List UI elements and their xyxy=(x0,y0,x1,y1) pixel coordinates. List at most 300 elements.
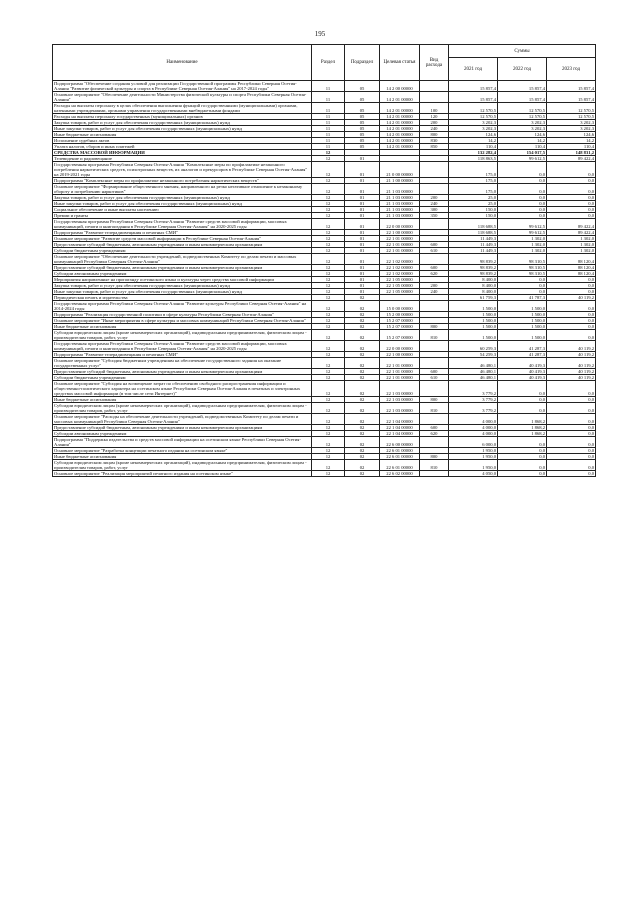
row-name-cell: Подпрограмма "Реализация государственной политики в сфере культуры Республики Северная Осетия-Алания" xyxy=(53,312,312,318)
row-razdel-cell: 12 xyxy=(312,369,345,375)
row-target-article-cell: 22 6 02 00000 xyxy=(380,471,420,477)
row-sum-2021-cell: 3 779,2 xyxy=(449,381,498,397)
row-sum-2023-cell: 0,0 xyxy=(547,195,596,201)
row-target-article-cell: 14 2 01 00000 xyxy=(380,92,420,103)
row-razdel-cell: 11 xyxy=(312,144,345,150)
row-name-cell: Основное мероприятие "Обеспечение деятельности Министерства физической культуры и спорта Республики Северная Осетия-Алания" xyxy=(53,92,312,103)
row-target-article-cell: 22 6 00 00000 xyxy=(380,437,420,448)
row-sum-2022-cell: 0,0 xyxy=(498,178,547,184)
row-target-article-cell: 22 1 01 00000 xyxy=(380,248,420,254)
row-target-article-cell: 14 2 01 00000 xyxy=(380,114,420,120)
row-sum-2022-cell: 99 612,5 xyxy=(498,156,547,162)
table-row xyxy=(53,414,596,425)
row-expense-type-cell xyxy=(420,414,449,425)
row-sum-2023-cell: 14,2 xyxy=(547,138,596,144)
row-razdel-cell: 12 xyxy=(312,375,345,381)
row-razdel-cell: 11 xyxy=(312,126,345,132)
row-sum-2023-cell: 0,0 xyxy=(547,289,596,295)
row-sum-2023-cell: 148 831,2 xyxy=(547,150,596,156)
row-razdel-cell: 12 xyxy=(312,236,345,242)
row-razdel-cell: 12 xyxy=(312,431,345,437)
row-name-cell: Предоставление субсидий бюджетным, автономным учреждениям и иным некоммерческим организациям xyxy=(53,242,312,248)
row-sum-2022-cell: 40 419,3 xyxy=(498,369,547,375)
row-expense-type-cell: 200 xyxy=(420,195,449,201)
row-sum-2023-cell: 88 120,4 xyxy=(547,271,596,277)
row-razdel-cell: 12 xyxy=(312,312,345,318)
row-razdel-cell: 11 xyxy=(312,138,345,144)
row-razdel-cell: 12 xyxy=(312,201,345,207)
row-sum-2021-cell: 54 259,3 xyxy=(449,352,498,358)
row-sum-2021-cell: 14,2 xyxy=(449,138,498,144)
row-target-article-cell: 22 6 01 00000 xyxy=(380,460,420,471)
row-razdel-cell: 12 xyxy=(312,213,345,219)
row-sum-2023-cell: 0,0 xyxy=(547,184,596,195)
row-expense-type-cell xyxy=(420,184,449,195)
row-sum-2021-cell: 60 259,3 xyxy=(449,341,498,352)
row-name-cell: Основное мероприятие "Реализация мероприятий печатного издания на осетинском языке" xyxy=(53,471,312,477)
row-sum-2021-cell: 1 500,0 xyxy=(449,301,498,312)
row-target-article-cell: 14 2 01 00000 xyxy=(380,120,420,126)
table-row xyxy=(53,254,596,265)
table-row xyxy=(53,471,596,477)
row-sum-2023-cell: 0,0 xyxy=(547,213,596,219)
row-expense-type-cell xyxy=(420,219,449,230)
row-sum-2021-cell: 124,6 xyxy=(449,132,498,138)
row-razdel-cell: 12 xyxy=(312,341,345,352)
row-sum-2022-cell: 0,0 xyxy=(498,277,547,283)
row-target-article-cell: 22 0 00 00000 xyxy=(380,341,420,352)
row-expense-type-cell xyxy=(420,81,449,92)
row-sum-2023-cell: 89 422,4 xyxy=(547,230,596,236)
row-podrazdel-cell: 01 xyxy=(345,277,380,283)
row-sum-2021-cell: 1 950,0 xyxy=(449,448,498,454)
row-name-cell: Основное мероприятие "Развитие средств массовой информации в Республике Северная Осетия-Алания" xyxy=(53,236,312,242)
row-target-article-cell: 14 2 01 00000 xyxy=(380,144,420,150)
row-razdel-cell: 12 xyxy=(312,271,345,277)
row-target-article-cell: 21 1 03 00000 xyxy=(380,207,420,213)
row-sum-2023-cell: 0,0 xyxy=(547,397,596,403)
row-name-cell: Субсидии бюджетным учреждениям xyxy=(53,375,312,381)
row-expense-type-cell: 120 xyxy=(420,114,449,120)
row-sum-2022-cell: 41 287,3 xyxy=(498,341,547,352)
row-razdel-cell: 12 xyxy=(312,358,345,369)
row-sum-2023-cell: 0,0 xyxy=(547,460,596,471)
row-sum-2022-cell: 110,4 xyxy=(498,144,547,150)
table-row xyxy=(53,381,596,397)
row-sum-2023-cell: 0,0 xyxy=(547,162,596,178)
row-sum-2023-cell: 110,4 xyxy=(547,144,596,150)
row-podrazdel-cell: 02 xyxy=(345,425,380,431)
row-podrazdel-cell: 01 xyxy=(345,289,380,295)
row-razdel-cell: 11 xyxy=(312,103,345,114)
row-expense-type-cell: 600 xyxy=(420,242,449,248)
budget-table xyxy=(52,44,596,477)
row-sum-2021-cell: 3 202,3 xyxy=(449,126,498,132)
row-sum-2023-cell: 0,0 xyxy=(547,403,596,414)
row-sum-2021-cell: 4 000,0 xyxy=(449,425,498,431)
row-podrazdel-cell: 01 xyxy=(345,178,380,184)
row-sum-2022-cell: 1 302,0 xyxy=(498,248,547,254)
row-podrazdel-cell: 01 xyxy=(345,230,380,236)
row-expense-type-cell: 830 xyxy=(420,138,449,144)
table-body xyxy=(53,81,596,477)
row-sum-2022-cell: 98 310,5 xyxy=(498,271,547,277)
row-podrazdel-cell: 02 xyxy=(345,381,380,397)
header-year-2023: 2023 год xyxy=(547,58,596,81)
row-target-article-cell: 14 2 01 00000 xyxy=(380,138,420,144)
row-name-cell: Периодическая печать и издательства xyxy=(53,295,312,301)
row-target-article-cell: 22 1 01 00000 xyxy=(380,375,420,381)
row-razdel-cell: 12 xyxy=(312,330,345,341)
row-sum-2021-cell: 175,0 xyxy=(449,184,498,195)
header-razdel: Раздел xyxy=(312,45,345,81)
table-row xyxy=(53,184,596,195)
row-podrazdel-cell: 02 xyxy=(345,471,380,477)
row-name-cell: Подпрограмма "Развитие телерадиовещания и печатных СМИ" xyxy=(53,230,312,236)
row-sum-2023-cell: 0,0 xyxy=(547,318,596,324)
row-sum-2023-cell: 0,0 xyxy=(547,283,596,289)
row-razdel-cell: 12 xyxy=(312,156,345,162)
row-expense-type-cell xyxy=(420,381,449,397)
row-name-cell: Подпрограмма "Обеспечение создания условий для реализации Государственной программы Республики Северная Осетия-Алания "Развитие физической культуры и спорта в Республике Северная Осетия-Алания" на 2017-2024 годы" xyxy=(53,81,312,92)
row-sum-2021-cell: 15 857,4 xyxy=(449,92,498,103)
row-razdel-cell: 12 xyxy=(312,219,345,230)
row-razdel-cell: 12 xyxy=(312,414,345,425)
row-name-cell: Субсидии юридическим лицам (кроме некоммерческих организаций), индивидуальным предпринимателям, физическим лицам - производителям товаров, работ, услуг xyxy=(53,403,312,414)
row-name-cell: Подпрограмма "Развитие телерадиовещания и печатных СМИ" xyxy=(53,352,312,358)
row-sum-2021-cell: 1 500,0 xyxy=(449,324,498,330)
row-sum-2021-cell: 11 449,3 xyxy=(449,248,498,254)
row-expense-type-cell: 100 xyxy=(420,103,449,114)
row-podrazdel-cell: 02 xyxy=(345,312,380,318)
row-sum-2022-cell: 41 787,3 xyxy=(498,295,547,301)
row-expense-type-cell: 240 xyxy=(420,201,449,207)
row-razdel-cell: 12 xyxy=(312,277,345,283)
row-sum-2023-cell: 0,0 xyxy=(547,312,596,318)
row-podrazdel-cell: 01 xyxy=(345,248,380,254)
row-podrazdel-cell: 01 xyxy=(345,254,380,265)
row-sum-2021-cell: 98 839,2 xyxy=(449,265,498,271)
row-expense-type-cell xyxy=(420,162,449,178)
row-razdel-cell: 11 xyxy=(312,92,345,103)
row-podrazdel-cell: 02 xyxy=(345,330,380,341)
row-podrazdel-cell: 05 xyxy=(345,144,380,150)
row-sum-2023-cell: 3 202,3 xyxy=(547,126,596,132)
row-name-cell: Государственная программа Республики Северная Осетия-Алания "Развитие культуры Республики Северная Осетия-Алания" на 2014-2024 годы xyxy=(53,301,312,312)
row-name-cell: Предоставление субсидий бюджетным, автономным учреждениям и иным некоммерческим организациям xyxy=(53,265,312,271)
row-sum-2023-cell: 0,0 xyxy=(547,178,596,184)
row-sum-2022-cell: 0,0 xyxy=(498,397,547,403)
row-podrazdel-cell: 01 xyxy=(345,162,380,178)
row-sum-2023-cell: 0,0 xyxy=(547,330,596,341)
row-name-cell: Расходы на выплаты персоналу государственных (муниципальных) органов xyxy=(53,114,312,120)
row-podrazdel-cell: 05 xyxy=(345,120,380,126)
row-sum-2023-cell: 40 119,2 xyxy=(547,358,596,369)
row-sum-2023-cell: 89 422,4 xyxy=(547,156,596,162)
row-sum-2021-cell: 6 000,0 xyxy=(449,437,498,448)
row-expense-type-cell xyxy=(420,301,449,312)
table-row xyxy=(53,219,596,230)
row-sum-2022-cell: 0,0 xyxy=(498,289,547,295)
row-sum-2021-cell: 25,0 xyxy=(449,201,498,207)
row-razdel-cell: 12 xyxy=(312,425,345,431)
row-target-article-cell: 15 2 07 00000 xyxy=(380,330,420,341)
row-sum-2021-cell: 61 759,3 xyxy=(449,295,498,301)
row-target-article-cell: 22 1 03 00000 xyxy=(380,381,420,397)
row-sum-2022-cell: 1 868,2 xyxy=(498,425,547,431)
row-sum-2022-cell: 0,0 xyxy=(498,162,547,178)
row-sum-2023-cell: 0,0 xyxy=(547,324,596,330)
row-name-cell: Иные бюджетные ассигнования xyxy=(53,454,312,460)
row-name-cell: Субсидии бюджетным учреждениям xyxy=(53,248,312,254)
row-sum-2022-cell: 99 612,5 xyxy=(498,230,547,236)
row-podrazdel-cell: 05 xyxy=(345,114,380,120)
row-target-article-cell: 14 2 00 00000 xyxy=(380,81,420,92)
row-podrazdel-cell: 05 xyxy=(345,92,380,103)
row-razdel-cell: 12 xyxy=(312,150,345,156)
row-expense-type-cell: 620 xyxy=(420,271,449,277)
row-sum-2022-cell: 99 612,5 xyxy=(498,219,547,230)
row-expense-type-cell xyxy=(420,341,449,352)
row-podrazdel-cell: 01 xyxy=(345,271,380,277)
row-target-article-cell: 15 2 00 00000 xyxy=(380,312,420,318)
row-expense-type-cell xyxy=(420,92,449,103)
row-sum-2021-cell: 4 000,0 xyxy=(449,431,498,437)
row-podrazdel-cell: 01 xyxy=(345,207,380,213)
row-razdel-cell: 12 xyxy=(312,324,345,330)
row-sum-2023-cell: 0,0 xyxy=(547,471,596,477)
row-target-article-cell: 14 2 01 00000 xyxy=(380,132,420,138)
row-name-cell: Государственная программа Республики Северная Осетия-Алания "Развитие средств массовой информации, массовых коммуникаций, печати и книгоиздания в Республике Северная Осетия-Алания" на 2020-2025 годы xyxy=(53,219,312,230)
row-sum-2023-cell: 15 857,4 xyxy=(547,92,596,103)
row-sum-2023-cell: 0,0 xyxy=(547,201,596,207)
table-row xyxy=(53,162,596,178)
row-sum-2022-cell: 124,6 xyxy=(498,132,547,138)
table-row xyxy=(53,81,596,92)
row-name-cell: Закупка товаров, работ и услуг для обеспечения государственных (муниципальных) нужд xyxy=(53,120,312,126)
row-podrazdel-cell: 05 xyxy=(345,138,380,144)
row-name-cell: Подпрограмма "Поддержка издательства и средств массовой информации на осетинском языке Республики Северная Осетия-Алания" xyxy=(53,437,312,448)
row-target-article-cell: 22 1 01 00000 xyxy=(380,369,420,375)
row-sum-2023-cell: 40 119,2 xyxy=(547,352,596,358)
row-sum-2022-cell: 1 500,0 xyxy=(498,312,547,318)
row-sum-2023-cell: 12 570,5 xyxy=(547,103,596,114)
row-name-cell: Субсидии автономным учреждениям xyxy=(53,271,312,277)
row-podrazdel-cell: 01 xyxy=(345,242,380,248)
row-target-article-cell: 22 6 01 00000 xyxy=(380,454,420,460)
row-razdel-cell: 12 xyxy=(312,178,345,184)
row-sum-2022-cell: 3 202,3 xyxy=(498,126,547,132)
row-razdel-cell: 11 xyxy=(312,132,345,138)
row-podrazdel-cell: 01 xyxy=(345,283,380,289)
row-razdel-cell: 12 xyxy=(312,184,345,195)
row-sum-2022-cell: 40 419,3 xyxy=(498,375,547,381)
table-row xyxy=(53,403,596,414)
row-sum-2021-cell: 46 480,1 xyxy=(449,358,498,369)
row-sum-2023-cell: 1 302,0 xyxy=(547,242,596,248)
row-expense-type-cell xyxy=(420,437,449,448)
row-expense-type-cell: 600 xyxy=(420,265,449,271)
row-sum-2022-cell: 0,0 xyxy=(498,471,547,477)
row-expense-type-cell: 610 xyxy=(420,375,449,381)
row-sum-2022-cell: 12 570,5 xyxy=(498,114,547,120)
row-target-article-cell: 14 2 01 00000 xyxy=(380,126,420,132)
row-target-article-cell: 22 1 00 00000 xyxy=(380,352,420,358)
row-name-cell: Основное мероприятие "Субсидия бюджетным учреждениям на обеспечение государственного задания на оказание государственных услуг" xyxy=(53,358,312,369)
row-name-cell: Иные закупки товаров, работ и услуг для обеспечения государственных (муниципальных) нужд xyxy=(53,126,312,132)
row-sum-2022-cell: 0,0 xyxy=(498,381,547,397)
row-name-cell: Основное мероприятие "Формирование общественного мнения, направленного на резко негативное отношение к незаконному обороту и потреблению наркотиков" xyxy=(53,184,312,195)
row-expense-type-cell: 200 xyxy=(420,120,449,126)
row-name-cell: Субсидии автономным учреждениям xyxy=(53,431,312,437)
row-sum-2023-cell: 89 422,4 xyxy=(547,219,596,230)
row-sum-2021-cell: 11 449,3 xyxy=(449,242,498,248)
row-sum-2021-cell: 1 500,0 xyxy=(449,330,498,341)
row-sum-2023-cell: 15 857,4 xyxy=(547,81,596,92)
row-expense-type-cell: 800 xyxy=(420,324,449,330)
row-target-article-cell: 22 1 02 00000 xyxy=(380,271,420,277)
row-target-article-cell: 21 1 03 00000 xyxy=(380,184,420,195)
row-sum-2023-cell: 0,0 xyxy=(547,207,596,213)
row-target-article-cell: 21 0 00 00000 xyxy=(380,162,420,178)
row-sum-2021-cell: 132 282,4 xyxy=(449,150,498,156)
row-target-article-cell: 22 1 01 00000 xyxy=(380,236,420,242)
row-target-article-cell: 21 1 00 00000 xyxy=(380,178,420,184)
row-razdel-cell: 12 xyxy=(312,471,345,477)
row-sum-2022-cell: 154 017,5 xyxy=(498,150,547,156)
row-expense-type-cell: 350 xyxy=(420,213,449,219)
row-podrazdel-cell: 05 xyxy=(345,81,380,92)
row-target-article-cell: 15 2 07 00000 xyxy=(380,318,420,324)
row-sum-2023-cell: 0,0 xyxy=(547,381,596,397)
row-sum-2022-cell: 0,0 xyxy=(498,201,547,207)
row-target-article-cell: 22 0 00 00000 xyxy=(380,219,420,230)
row-expense-type-cell: 240 xyxy=(420,126,449,132)
row-sum-2021-cell: 3 779,2 xyxy=(449,403,498,414)
row-podrazdel-cell: 01 xyxy=(345,236,380,242)
header-target-article: Целевая статья xyxy=(380,45,420,81)
row-name-cell: Иные бюджетные ассигнования xyxy=(53,324,312,330)
row-podrazdel-cell: 02 xyxy=(345,352,380,358)
table-row xyxy=(53,330,596,341)
row-podrazdel-cell: 02 xyxy=(345,369,380,375)
row-expense-type-cell: 810 xyxy=(420,460,449,471)
row-sum-2022-cell: 1 500,0 xyxy=(498,301,547,312)
table-header xyxy=(53,45,596,81)
row-sum-2022-cell: 1 868,2 xyxy=(498,414,547,425)
row-target-article-cell: 22 1 04 00000 xyxy=(380,414,420,425)
row-podrazdel-cell: 05 xyxy=(345,103,380,114)
row-podrazdel-cell: 01 xyxy=(345,265,380,271)
row-expense-type-cell: 240 xyxy=(420,289,449,295)
row-name-cell: Подпрограмма "Комплексные меры по профилактике незаконного потребления наркотических веществ" xyxy=(53,178,312,184)
row-razdel-cell: 12 xyxy=(312,403,345,414)
row-razdel-cell: 12 xyxy=(312,295,345,301)
row-target-article-cell: 22 1 03 00000 xyxy=(380,403,420,414)
row-podrazdel-cell: 02 xyxy=(345,358,380,369)
row-podrazdel-cell: 01 xyxy=(345,213,380,219)
row-name-cell: СРЕДСТВА МАССОВОЙ ИНФОРМАЦИИ xyxy=(53,150,312,156)
row-podrazdel-cell: 02 xyxy=(345,375,380,381)
row-sum-2021-cell: 3 202,3 xyxy=(449,120,498,126)
row-target-article-cell: 22 1 05 00000 xyxy=(380,277,420,283)
header-year-2021: 2021 год xyxy=(449,58,498,81)
row-razdel-cell: 12 xyxy=(312,283,345,289)
row-sum-2023-cell: 0,0 xyxy=(547,437,596,448)
row-sum-2021-cell: 118 688,5 xyxy=(449,230,498,236)
header-name: Наименование xyxy=(53,45,312,81)
row-sum-2021-cell: 46 480,1 xyxy=(449,375,498,381)
row-razdel-cell: 12 xyxy=(312,397,345,403)
row-sum-2021-cell: 175,0 xyxy=(449,178,498,184)
row-target-article-cell: 15 2 07 00000 xyxy=(380,324,420,330)
row-sum-2022-cell: 1 302,0 xyxy=(498,242,547,248)
row-sum-2022-cell: 3 202,3 xyxy=(498,120,547,126)
row-sum-2021-cell: 1 500,0 xyxy=(449,318,498,324)
row-razdel-cell: 12 xyxy=(312,195,345,201)
row-expense-type-cell: 850 xyxy=(420,144,449,150)
row-expense-type-cell: 600 xyxy=(420,425,449,431)
row-podrazdel-cell: 01 xyxy=(345,156,380,162)
row-expense-type-cell: 620 xyxy=(420,431,449,437)
row-sum-2021-cell: 12 570,5 xyxy=(449,114,498,120)
table-row xyxy=(53,437,596,448)
row-name-cell: Иные бюджетные ассигнования xyxy=(53,132,312,138)
row-sum-2023-cell: 0,0 xyxy=(547,277,596,283)
row-target-article-cell: 22 1 04 00000 xyxy=(380,431,420,437)
row-sum-2022-cell: 1 302,0 xyxy=(498,236,547,242)
row-expense-type-cell xyxy=(420,254,449,265)
row-target-article-cell: 22 1 02 00000 xyxy=(380,265,420,271)
row-sum-2023-cell: 88 120,4 xyxy=(547,265,596,271)
row-podrazdel-cell: 02 xyxy=(345,454,380,460)
row-name-cell: Предоставление субсидий бюджетным, автономным учреждениям и иным некоммерческим организациям xyxy=(53,425,312,431)
row-sum-2023-cell: 3 202,3 xyxy=(547,120,596,126)
row-sum-2022-cell: 0,0 xyxy=(498,448,547,454)
row-name-cell: Исполнение судебных актов xyxy=(53,138,312,144)
row-sum-2022-cell: 0,0 xyxy=(498,403,547,414)
row-sum-2021-cell: 11 449,3 xyxy=(449,236,498,242)
row-razdel-cell: 12 xyxy=(312,265,345,271)
row-sum-2021-cell: 8 400,0 xyxy=(449,277,498,283)
row-razdel-cell: 12 xyxy=(312,454,345,460)
row-sum-2022-cell: 0,0 xyxy=(498,460,547,471)
table-row xyxy=(53,460,596,471)
row-sum-2021-cell: 4 050,0 xyxy=(449,471,498,477)
row-razdel-cell: 12 xyxy=(312,460,345,471)
row-sum-2022-cell: 14,2 xyxy=(498,138,547,144)
row-sum-2021-cell: 98 839,2 xyxy=(449,271,498,277)
row-name-cell: Премии и гранты xyxy=(53,213,312,219)
row-sum-2021-cell: 150,0 xyxy=(449,207,498,213)
row-razdel-cell: 12 xyxy=(312,301,345,312)
row-podrazdel-cell: 02 xyxy=(345,301,380,312)
header-expense-type: Вид расхода xyxy=(420,45,449,81)
row-podrazdel-cell: 02 xyxy=(345,431,380,437)
header-sums: Суммы xyxy=(449,45,596,58)
row-sum-2022-cell: 1 500,0 xyxy=(498,318,547,324)
row-sum-2021-cell: 98 839,2 xyxy=(449,254,498,265)
row-expense-type-cell: 610 xyxy=(420,248,449,254)
row-sum-2021-cell: 1 950,0 xyxy=(449,454,498,460)
row-target-article-cell: 22 1 00 00000 xyxy=(380,230,420,236)
row-name-cell: Закупка товаров, работ и услуг для обеспечения государственных (муниципальных) нужд xyxy=(53,195,312,201)
row-sum-2022-cell: 40 419,3 xyxy=(498,358,547,369)
row-target-article-cell: 22 1 05 00000 xyxy=(380,289,420,295)
row-podrazdel-cell: 01 xyxy=(345,184,380,195)
row-expense-type-cell: 800 xyxy=(420,397,449,403)
row-name-cell: Основное мероприятие "Иные мероприятия в сфере культуры и массовых коммуникаций Республики Северная Осетия-Алания" xyxy=(53,318,312,324)
